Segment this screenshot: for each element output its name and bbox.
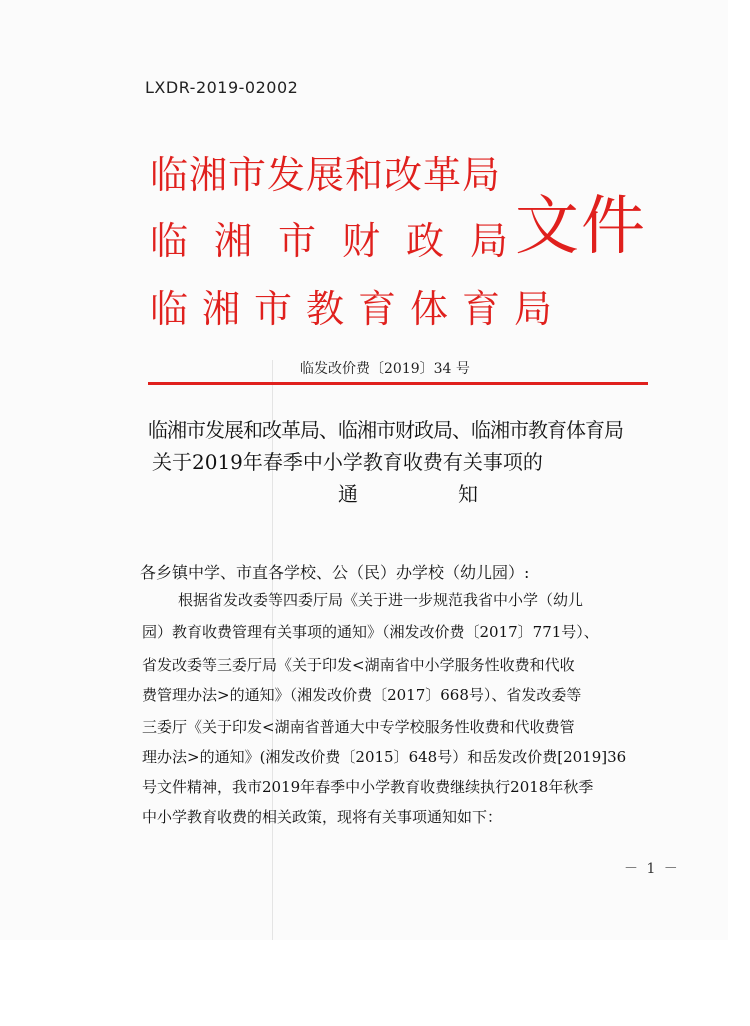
document-number: LXDR-2019-02002 [145,78,299,97]
fold-line [272,360,273,940]
page-number: － 1 － [624,861,680,877]
scan-margin [728,0,750,940]
body-line: 园）教育收费管理有关事项的通知》（湘发改价费〔2017〕771号）、 [142,623,599,641]
salutation: 各乡镇中学、市直各学校、公（民）办学校（幼儿园）: [140,563,530,582]
issuer-development-reform-bureau: 临湘市发展和改革局 [150,153,502,197]
body-line: 三委厅《关于印发<湖南省普通大中专学校服务性收费和代收费管 [142,718,575,736]
issuer-finance-bureau: 临湘市财政局 [150,219,535,263]
body-line: 省发改委等三委厅局《关于印发<湖南省中小学服务性收费和代收 [142,656,575,674]
document-type-mark: 文件 [515,190,647,264]
issue-number: 临发改价费〔2019〕34 号 [300,361,470,377]
issuer-education-sports-bureau: 临湘市教育体育局 [150,287,567,331]
title-line-3: 通知 [338,482,578,506]
body-line: 理办法>的通知》(湘发改价费〔2015〕648号）和岳发改价费[2019]36 [142,748,627,766]
title-line-1: 临湘市发展和改革局、临湘市财政局、临湘市教育体育局 [148,418,623,442]
body-line: 中小学教育收费的相关政策，现将有关事项通知如下： [142,808,503,826]
title-line-2: 关于2019年春季中小学教育收费有关事项的 [152,450,543,474]
body-line: 根据省发改委等四委厅局《关于进一步规范我省中小学（幼儿 [178,591,584,609]
body-line: 费管理办法>的通知》（湘发改价费〔2017〕668号）、省发改委等 [142,686,582,704]
body-line: 号文件精神，我市2019年春季中小学教育收费继续执行2018年秋季 [142,778,594,796]
red-header-rule [148,382,648,385]
